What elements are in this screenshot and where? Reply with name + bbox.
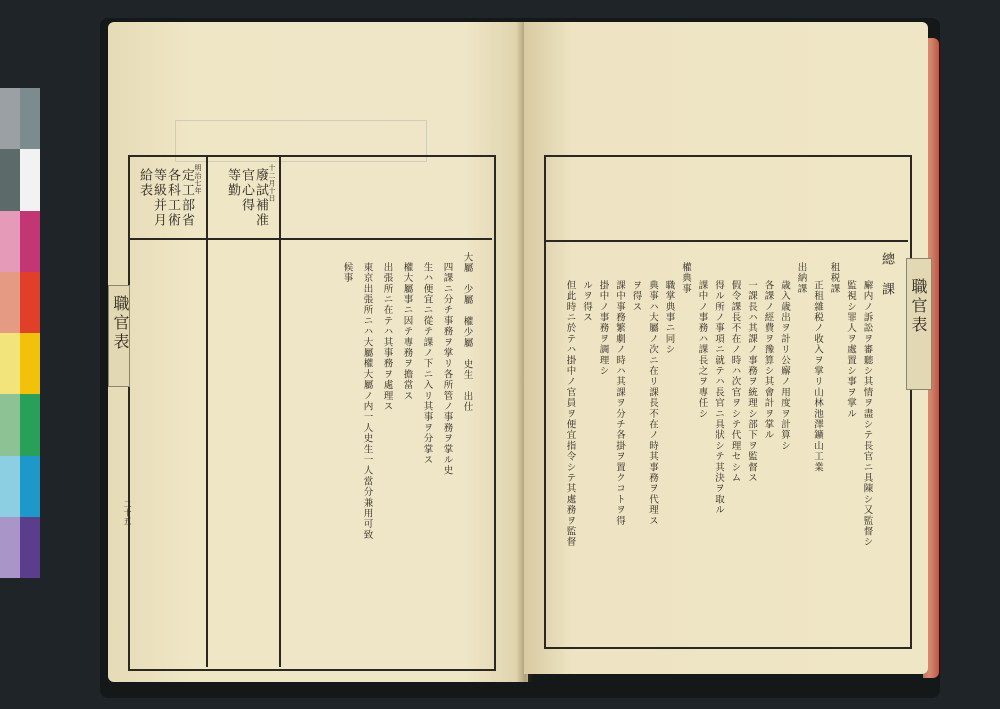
color-swatch	[20, 211, 40, 272]
body-line: 租税課	[828, 262, 840, 295]
header-line: 各科工術	[165, 168, 180, 228]
color-swatch	[20, 88, 40, 149]
color-swatch	[20, 333, 40, 394]
body-line: 廨内ノ訴訟ヲ審聽シ其情ヲ盡シテ長官ニ具陳シ又監督シ	[861, 280, 873, 548]
body-line: 權典事	[680, 262, 691, 295]
color-swatch	[0, 517, 20, 578]
color-swatch	[20, 456, 40, 517]
left-column-rule-1	[206, 157, 208, 667]
body-line: 出張所ニ在テハ其事務ヲ處理ス	[381, 262, 393, 412]
color-swatch	[0, 272, 20, 333]
body-line: 四課ニ分チ事務ヲ掌リ各所管ノ事務ヲ掌ル史	[441, 262, 453, 476]
color-swatch	[20, 517, 40, 578]
body-line: 課中ノ事務ハ課長之ヲ專任シ	[696, 280, 708, 420]
header-line: 定工部省	[179, 168, 194, 228]
header-line: 等級并月	[151, 168, 166, 228]
body-line: 正租雜税ノ收入ヲ掌リ山林池澤鑛山工業	[812, 280, 823, 473]
right-section-heading: 總 課	[879, 252, 894, 297]
color-swatch	[0, 456, 20, 517]
left-margin-title: 職官表	[111, 295, 130, 352]
right-margin-title: 職官表	[909, 278, 928, 335]
color-swatch	[20, 394, 40, 455]
right-page-frame	[544, 155, 912, 649]
header-note-date-1: 明治七年	[194, 164, 202, 195]
color-swatch	[0, 149, 20, 210]
body-line: 得ル所ノ事項ニ就テハ長官ニ具狀シテ其決ヲ取ル	[713, 280, 724, 516]
header-line: 官心得	[239, 168, 254, 213]
header-note-date-2: 十二月十日	[268, 164, 276, 202]
body-line: 出納課	[795, 262, 807, 295]
body-line: 監視シ罪人ヲ處置シ事ヲ掌ル	[845, 280, 856, 420]
left-column-rule-2	[279, 157, 281, 667]
body-line: ヲ得ス	[630, 280, 642, 313]
header-line: 廢試補准	[253, 168, 268, 228]
body-line: 各課ノ經費ヲ豫算シ其會計ヲ掌ル	[762, 280, 774, 441]
color-swatch	[20, 272, 40, 333]
body-line: 歳入歳出ヲ計リ公廨ノ用度ヲ計算シ	[779, 280, 790, 452]
body-line: 候事	[341, 262, 353, 284]
left-page-number: 二十五	[123, 500, 132, 526]
body-line: 一課長ハ其課ノ事務ヲ統理シ部下ヲ監督ス	[746, 280, 757, 484]
body-line: 假令課長不在ノ時ハ次官ヲシテ代理セシム	[729, 280, 741, 484]
body-line: 職掌典事ニ同シ	[663, 280, 675, 355]
color-swatch	[0, 88, 20, 149]
color-calibration-strip	[0, 88, 40, 578]
body-line: 掛中ノ事務ヲ調理シ	[597, 280, 609, 377]
header-line: 給表	[137, 168, 152, 198]
body-line: 課中事務繁劇ノ時ハ其課ヲ分チ各掛ヲ置クコトヲ得	[614, 280, 625, 527]
body-line: 生ハ便宜ニ從テ課ノ下ニ入リ其事ヲ分掌ス	[421, 262, 433, 466]
right-header-rule	[546, 240, 908, 242]
body-line: ルヲ得ス	[581, 280, 592, 323]
left-header-rule	[130, 238, 492, 240]
color-swatch	[20, 149, 40, 210]
color-swatch	[0, 333, 20, 394]
body-line: 東京出張所ニハ大屬權大屬ノ内一人史生一人當分兼用可致	[361, 262, 373, 541]
color-swatch	[0, 211, 20, 272]
body-line: 典事ハ大屬ノ次ニ在リ課長不在ノ時其事務ヲ代理ス	[647, 280, 658, 527]
body-line: 但此時ニ於テハ掛中ノ官員ヲ便宜指令シテ其處務ヲ監督	[564, 280, 576, 548]
color-swatch	[0, 394, 20, 455]
header-line: 等勤	[225, 168, 240, 198]
body-line: 大屬 少屬 權少屬 史生 出仕	[461, 252, 473, 413]
left-page-frame	[128, 155, 496, 671]
body-line: 權大屬事ニ因テ專務ヲ擔當ス	[401, 262, 413, 402]
